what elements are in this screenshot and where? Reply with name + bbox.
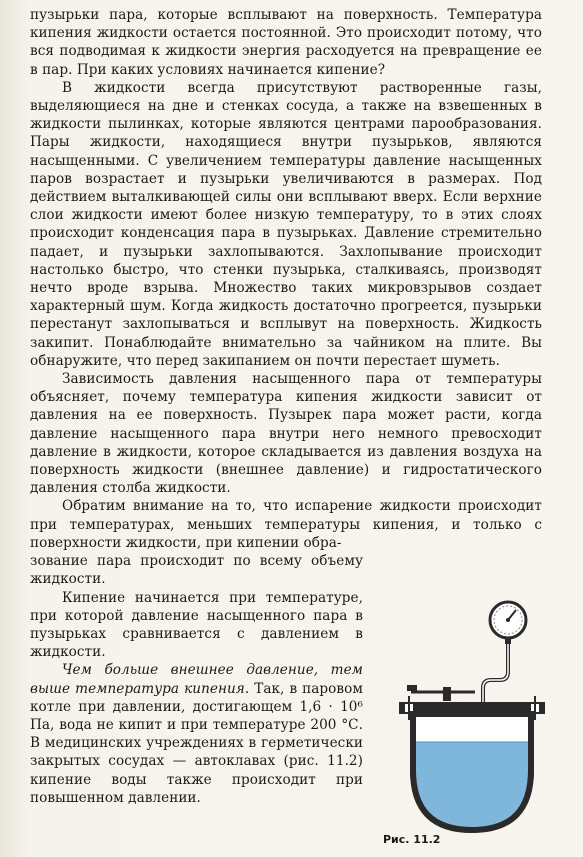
paragraph-1: пузырьки пара, которые всплывают на поверхность. Температура кипения жидкости остается постоянной. Это происходит потому, что вся подводимая к жидкости энергия расходуется на превращение ее в пар. При каких условиях начинается кипение? [30, 7, 542, 78]
paragraph-6 [30, 661, 363, 807]
pressure-gauge-icon [490, 602, 526, 644]
paragraph-4-wide: Обратим внимание на то, что испарение жидкости происходит при температурах, меньших температуры кипения, и только с поверхности жидкости, при кипении обра- [30, 498, 542, 551]
paragraph-5: Кипение начинается при температуре, при которой давление насыщенного пара в пузырьках сравнивается с давлением в жидкости. [30, 589, 363, 661]
paragraph-2: В жидкости всегда присутствуют растворенные газы, выделяющиеся на дне и стенках сосуда, а также на взвешенных в жидкости пылинках, которые являются центрами парообразования. Пары жидкости, находящиеся внутри пузырьков, являются насыщенными. С увеличением температуры давление насыщенных паров возрастает и пузырьки увеличиваются в размерах. Под действием выталкивающей силы они всплывают вверх. Если верхние слои жидкости имеют более низкую температуру, то в этих слоях происходит конденсация пара в пузырьках. Давление стремительно падает, и пузырьки захлопываются. Захлопывание происходит настолько быстро, что стенки пузырька, сталкиваясь, производят нечто вроде взрыва. Множество таких микровзрывов создает характерный шум. Когда жидкость достаточно прогреется, пузырьки перестанут захлопываться и всплывут на поверхность. Жидкость закипит. Понаблюдайте внимательно за чайником на плите. Вы обнаружите, что перед закипанием он почти перестает шуметь. [30, 79, 542, 369]
water-fill [416, 742, 528, 827]
paragraph-6-rest: Так, в паровом котле при давлении, достигающем 1,6 · 10⁶ Па, вода не кипит и при температуре 200 °С. В медицинских учреждениях в герметически закрытых сосудах — автоклавах (рис. 11.2) кипение воды также происходит при повышенном давлении. [30, 680, 363, 806]
gauge-pipe [483, 644, 508, 704]
boiling-law-italic: Чем больше внешнее давление, тем выше температура кипения. [30, 662, 363, 697]
paragraph-3: Зависимость давления насыщенного пара от температуры объясняет, почему температура кипения жидкости зависит от давления на ее поверхность. Пузырек пара может расти, когда давление насыщенного пара внутри него немного превосходит давление в жидкости, которое складывается из давления воздуха на поверхность жидкости (внешнее давление) и гидростатического давления столба жидкости. [30, 371, 542, 497]
figure-caption: Рис. 11.2 [383, 833, 441, 846]
autoclave-vessel [413, 714, 531, 830]
autoclave-figure [383, 592, 553, 847]
paragraph-4-narrow: зование пара происходит по всему объему жидкости. [30, 553, 363, 588]
